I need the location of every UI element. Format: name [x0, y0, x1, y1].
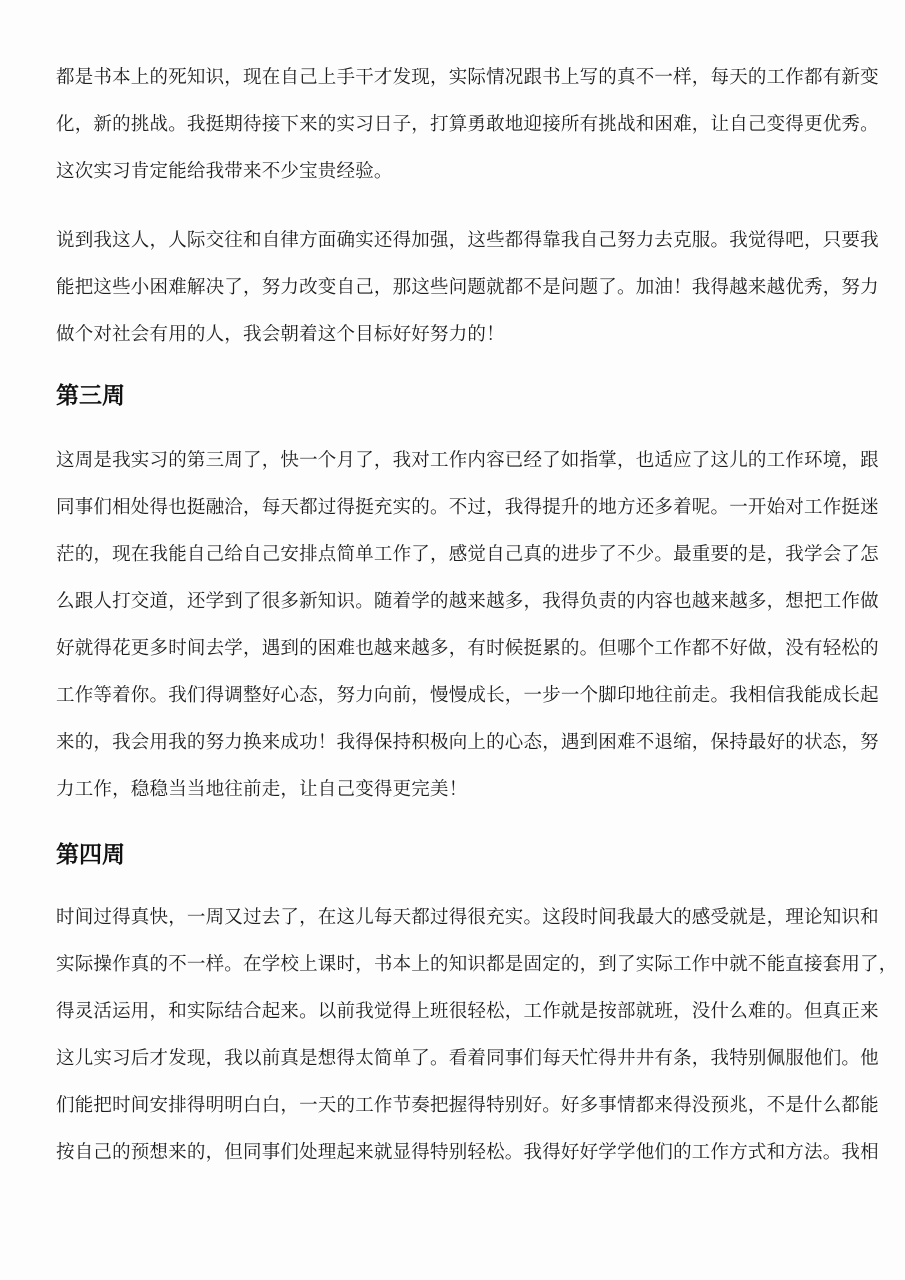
text-line: 都是书本上的死知识，现在自己上手干才发现，实际情况跟书上写的真不一样，每天的工作都有新变: [56, 67, 879, 88]
text-line: 按自己的预想来的，但同事们处理起来就显得特别轻松。我得好好学学他们的工作方式和方法。我相: [56, 1142, 879, 1163]
text-line: 说到我这人，人际交往和自律方面确实还得加强，这些都得靠我自己努力去克服。我觉得吧，只要我: [56, 230, 879, 251]
paragraph-intro-continued: [56, 54, 879, 195]
text-line: 来的，我会用我的努力换来成功！我得保持积极向上的心态，遇到困难不退缩，保持最好的状态，努: [56, 732, 879, 753]
text-line: 茫的，现在我能自己给自己安排点简单工作了，感觉自己真的进步了不少。最重要的是，我学会了怎: [56, 544, 879, 565]
section-heading-week-four: 第四周: [56, 842, 125, 868]
text-line: 这次实习肯定能给我带来不少宝贵经验。: [56, 161, 393, 182]
text-line: 做个对社会有用的人，我会朝着这个目标好好努力的！: [56, 324, 505, 345]
text-line: 这儿实习后才发现，我以前真是想得太简单了。看着同事们每天忙得井井有条，我特别佩服他们。他: [56, 1048, 879, 1069]
paragraph-week-three: [56, 437, 879, 813]
text-line: 工作等着你。我们得调整好心态，努力向前，慢慢成长，一步一个脚印地往前走。我相信我能成长起: [56, 685, 879, 706]
text-line: 化，新的挑战。我挺期待接下来的实习日子，打算勇敢地迎接所有挑战和困难，让自己变得更优秀。: [56, 114, 879, 135]
section-heading-week-three: 第三周: [56, 383, 125, 409]
text-line: 时间过得真快，一周又过去了，在这儿每天都过得很充实。这段时间我最大的感受就是，理论知识和: [56, 907, 879, 928]
paragraph-week-four: [56, 894, 898, 1176]
text-line: 们能把时间安排得明明白白，一天的工作节奏把握得特别好。好多事情都来得没预兆，不是什么都能: [56, 1095, 879, 1116]
text-line: 同事们相处得也挺融洽，每天都过得挺充实的。不过，我得提升的地方还多着呢。一开始对工作挺迷: [56, 497, 879, 518]
text-line: 好就得花更多时间去学，遇到的困难也越来越多，有时候挺累的。但哪个工作都不好做，没有轻松的: [56, 638, 879, 659]
text-line: 么跟人打交道，还学到了很多新知识。随着学的越来越多，我得负责的内容也越来越多，想把工作做: [56, 591, 879, 612]
text-line: 力工作，稳稳当当地往前走，让自己变得更完美！: [56, 779, 468, 800]
text-line: 得灵活运用，和实际结合起来。以前我觉得上班很轻松，工作就是按部就班，没什么难的。但真正来: [56, 1001, 879, 1022]
text-line: 能把这些小困难解决了，努力改变自己，那这些问题就都不是问题了。加油！我得越来越优秀，努力: [56, 277, 879, 298]
text-line: 这周是我实习的第三周了，快一个月了，我对工作内容已经了如指掌，也适应了这儿的工作环境，跟: [56, 450, 879, 471]
text-line: 实际操作真的不一样。在学校上课时，书本上的知识都是固定的，到了实际工作中就不能直接套用了，: [56, 954, 898, 975]
paragraph-self-reflection: [56, 217, 879, 358]
